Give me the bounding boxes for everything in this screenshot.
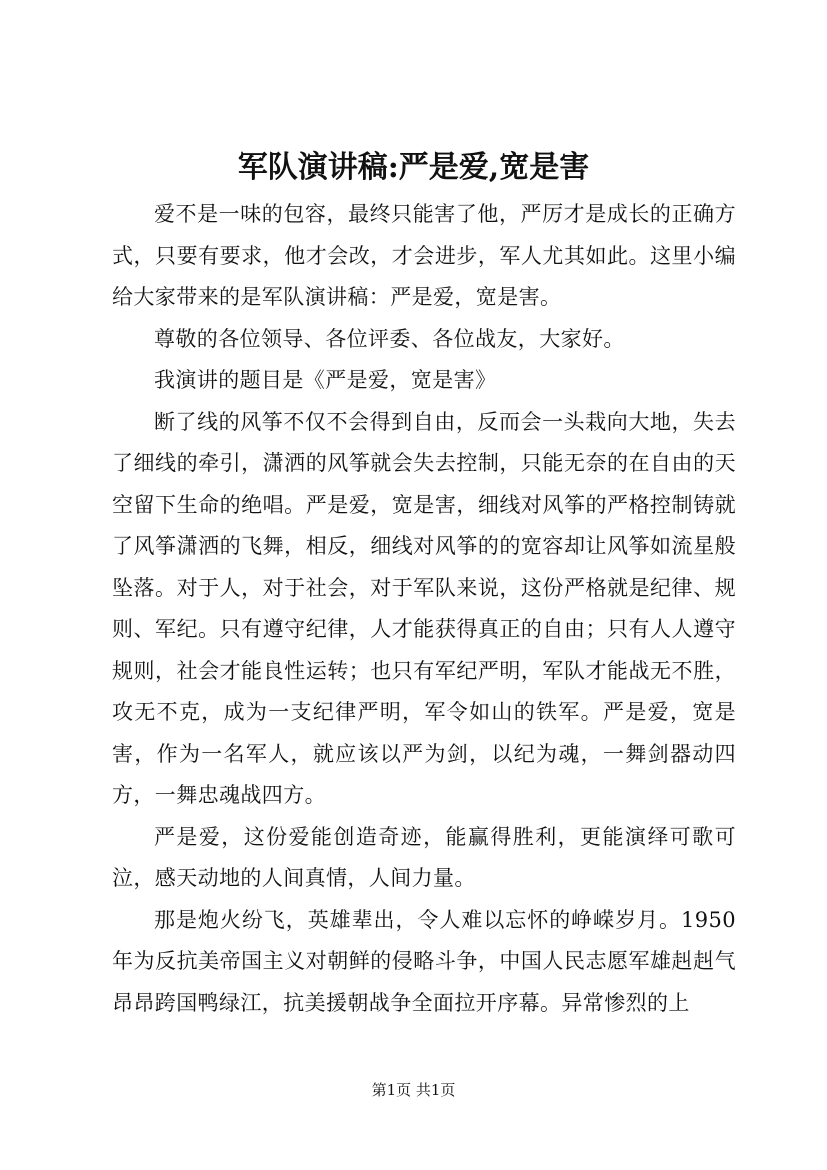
document-title: 军队演讲稿:严是爱,宽是害: [237, 150, 590, 185]
page-footer: 第1页 共1页: [371, 1081, 456, 1099]
document-body: [112, 194, 736, 1024]
paragraph-topic: 我演讲的题目是《严是爱，宽是害》: [154, 368, 497, 392]
paragraph-history: 那是炮火纷飞，英雄辈出，令人难以忘怀的峥嵘岁月。1950年为反抗美帝国主义对朝鲜的侵略斗争，中国人民志愿军雄赳赳气昂昂跨国鸭绿江，抗美援朝战争全面拉开序幕。异常惨烈的上: [112, 907, 736, 1015]
paragraph-kite: 断了线的风筝不仅不会得到自由，反而会一头栽向大地，失去了细线的牵引，潇洒的风筝就会失去控制，只能无奈的在自由的天空留下生命的绝唱。严是爱，宽是害，细线对风筝的严格控制铸就了风筝潇洒的飞舞，相反，细线对风筝的的宽容却让风筝如流星般坠落。对于人，对于社会，对于军队来说，这份严格就是纪律、规则、军纪。只有遵守纪律，人才能获得真正的自由；只有人人遵守规则，社会才能良性运转；也只有军纪严明，军队才能战无不胜，攻无不克，成为一支纪律严明，军令如山的铁军。严是爱，宽是害，作为一名军人，就应该以严为剑，以纪为魂，一舞剑器动四方，一舞忠魂战四方。: [112, 409, 736, 807]
paragraph-strict-love: 严是爱，这份爱能创造奇迹，能赢得胜利，更能演绎可歌可泣，感天动地的人间真情，人间力量。: [112, 824, 736, 890]
paragraph-intro: 爱不是一味的包容，最终只能害了他，严厉才是成长的正确方式，只要有要求，他才会改，才会进步，军人尤其如此。这里小编给大家带来的是军队演讲稿：严是爱，宽是害。: [112, 202, 736, 309]
paragraph-greeting: 尊敬的各位领导、各位评委、各位战友，大家好。: [154, 326, 625, 351]
